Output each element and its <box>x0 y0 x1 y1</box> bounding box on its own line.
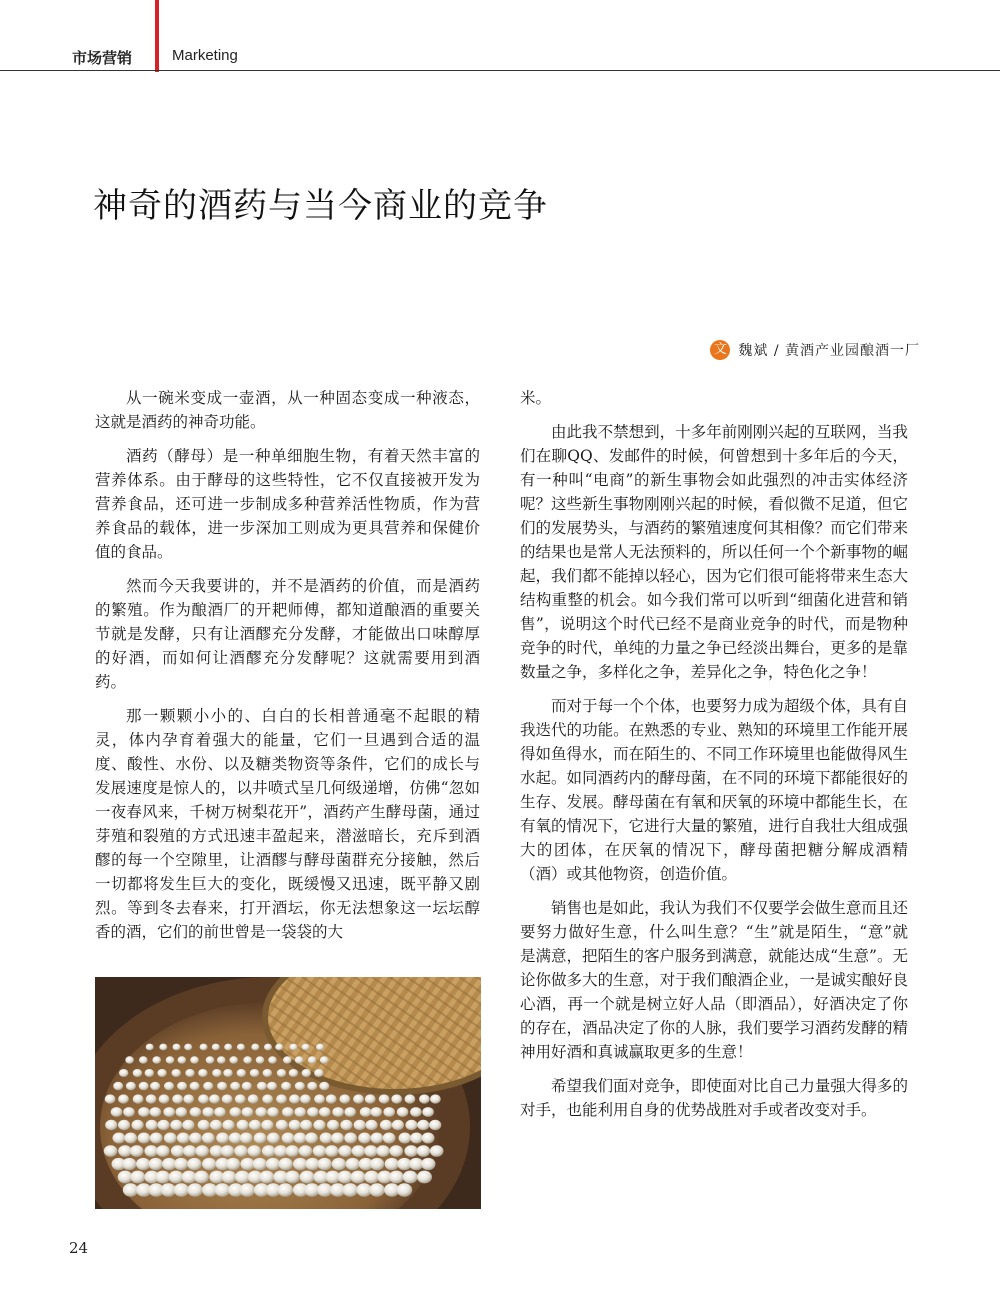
left-column <box>95 386 480 954</box>
header-accent-bar <box>155 0 159 72</box>
paragraph: 酒药（酵母）是一种单细胞生物，有着天然丰富的营养体系。由于酵母的这些特性，它不仅直接被开发为营养食品，还可进一步制成多种营养活性物质，作为营养食品的载体，进一步深加工则成为更具营养和保健价值的食品。 <box>95 447 480 561</box>
section-label: 市场营销 <box>72 49 133 67</box>
byline-text: 魏斌 / 黄酒产业园酿酒一厂 <box>738 343 920 359</box>
right-column <box>520 386 908 1132</box>
article-title: 神奇的酒药与当今商业的竞争 <box>93 186 548 226</box>
byline <box>710 340 920 360</box>
paragraph: 从一碗米变成一壶酒，从一种固态变成一种液态，这就是酒药的神奇功能。 <box>95 389 480 431</box>
paragraph: 销售也是如此，我认为我们不仅要学会做生意而且还要努力做好生意，什么叫生意？“生”就是陌生，“意”就是满意，把陌生的客户服务到满意，就能达成“生意”。无论你做多大的生意，对于我们酿酒企业，一是诚实酿好良心酒，再一个就是树立好人品（即酒品），好酒决定了你的存在，酒品决定了你的人脉，我们要学习酒药发酵的精神用好酒和真诚赢取更多的生意！ <box>520 899 908 1061</box>
paragraph: 希望我们面对竞争，即使面对比自己力量强大得多的对手，也能利用自身的优势战胜对手或者改变对手。 <box>520 1077 908 1119</box>
section-label-english: Marketing <box>172 47 238 64</box>
page-number: 24 <box>69 1239 89 1257</box>
header-rule <box>0 70 1000 71</box>
author-mark-icon: 文 <box>710 340 730 360</box>
paragraph-continuation: 米。 <box>520 389 552 407</box>
paragraph: 而对于每一个个体，也要努力成为超级个体，具有自我迭代的功能。在熟悉的专业、熟知的环境里工作能开展得如鱼得水，而在陌生的、不同工作环境里也能做得风生水起。如同酒药内的酵母菌，在不同的环境下都能很好的生存、发展。酵母菌在有氧和厌氧的环境中都能生长，在有氧的情况下，它进行大量的繁殖，进行自我壮大组成强大的团体，在厌氧的情况下，酵母菌把糖分解成酒精（酒）或其他物资，创造价值。 <box>520 697 908 883</box>
paragraph: 由此我不禁想到，十多年前刚刚兴起的互联网，当我们在聊QQ、发邮件的时候，何曾想到十多年后的今天，有一种叫“电商”的新生事物会如此强烈的冲击实体经济呢？这些新生事物刚刚兴起的时候，看似微不足道，但它们的发展势头，与酒药的繁殖速度何其相像？而它们带来的结果也是常人无法预料的，所以任何一个个新事物的崛起，我们都不能掉以轻心，因为它们很可能将带来生态大结构重整的机会。如今我们常可以听到“细菌化进营和销售”，说明这个时代已经不是商业竞争的时代，而是物种竞争的时代，单纯的力量之争已经淡出舞台，更多的是靠数量之争，多样化之争，差异化之争，特色化之争！ <box>520 423 908 681</box>
yeast-photo <box>95 977 481 1209</box>
paragraph: 然而今天我要讲的，并不是酒药的价值，而是酒药的繁殖。作为酿酒厂的开耙师傅，都知道酿酒的重要关节就是发酵，只有让酒醪充分发酵，才能做出口味醇厚的好酒，而如何让酒醪充分发酵呢？这就需要用到酒药。 <box>95 577 480 691</box>
yeast-photo-illustration <box>95 977 481 1209</box>
paragraph: 那一颗颗小小的、白白的长相普通毫不起眼的精灵，体内孕育着强大的能量，它们一旦遇到合适的温度、酸性、水份、以及糖类物资等条件，它们的成长与发展速度是惊人的，以井喷式呈几何级递增，仿佛“忽如一夜春风来，千树万树梨花开”，酒药产生酵母菌，通过芽殖和裂殖的方式迅速丰盈起来，潜滋暗长，充斥到酒醪的每一个空隙里，让酒醪与酵母菌群充分接触，然后一切都将发生巨大的变化，既缓慢又迅速，既平静又剧烈。等到冬去春来，打开酒坛，你无法想象这一坛坛醇香的酒，它们的前世曾是一袋袋的大 <box>95 707 480 941</box>
